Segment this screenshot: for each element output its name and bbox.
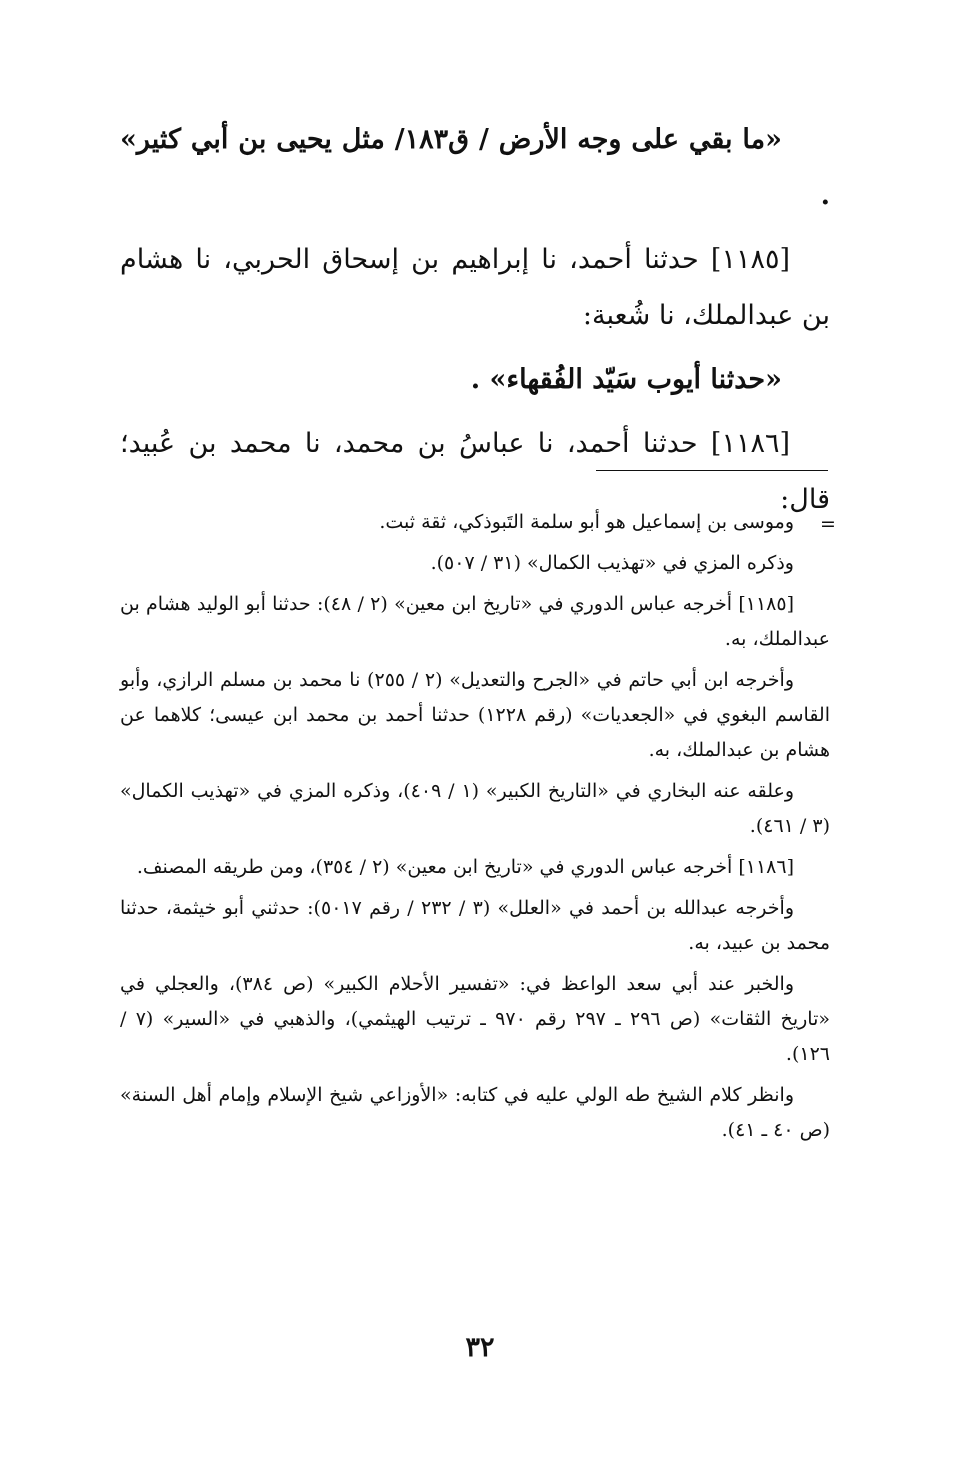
page-number: ٣٢ bbox=[465, 1332, 495, 1363]
entry-1186: [١١٨٦] حدثنا أحمد، نا عباسُ بن محمد، نا محمد بن عُبيد؛ قال: bbox=[120, 428, 830, 515]
footnote-1186: [١١٨٦] أخرجه عباس الدوري في «تاريخ ابن معين» (٢ / ٣٥٤)، ومن طريقه المصنف. bbox=[136, 856, 794, 878]
footnotes bbox=[120, 505, 830, 1154]
footnote-line: وعلقه عنه البخاري في «التاريخ الكبير» (١ / ٤٠٩)، وذكره المزي في «تهذيب الكمال» (٣ / ٤٦١). bbox=[120, 780, 830, 837]
footnote-line: وموسى بن إسماعيل هو أبو سلمة التَبوذكي، ثقة ثبت. bbox=[379, 511, 794, 533]
footnote-divider bbox=[596, 470, 828, 471]
main-text bbox=[120, 112, 830, 536]
footnote-line: وانظر كلام الشيخ طه الولي عليه في كتابه: «الأوزاعي شيخ الإسلام وإمام أهل السنة» (ص ٤٠ ـ ٤١). bbox=[120, 1084, 830, 1141]
footnote-line: وأخرجه ابن أبي حاتم في «الجرح والتعديل» (٢ / ٢٥٥) نا محمد بن مسلم الرازي، وأبو القاسم البغوي في «الجعديات» (رقم ١٢٢٨) حدثنا أحمد بن محمد ابن عيسى؛ كلاهما عن هشام بن عبدالملك، به. bbox=[120, 669, 831, 761]
footnote-line: وذكره المزي في «تهذيب الكمال» (٣١ / ٥٠٧). bbox=[430, 552, 794, 574]
quote-ayyub: «حدثنا أيوب سَيّد الفُقهاء» . bbox=[470, 364, 782, 395]
footnote-line: وأخرجه عبدالله بن أحمد في «العلل» (٣ / ٢٣٢ / رقم ٥٠١٧): حدثني أبو خيثمة، حدثنا محمد بن عبيد، به. bbox=[120, 897, 830, 954]
footnote-1185: [١١٨٥] أخرجه عباس الدوري في «تاريخ ابن معين» (٢ / ٤٨): حدثنا أبو الوليد هشام بن عبدالملك، به. bbox=[120, 593, 830, 650]
quote-yahya: «ما بقي على وجه الأرض / ق١٨٣/ مثل يحيى بن أبي كثير» . bbox=[120, 124, 830, 211]
entry-1185: [١١٨٥] حدثنا أحمد، نا إبراهيم بن إسحاق الحربي، نا هشام بن عبدالملك، نا شُعبة: bbox=[120, 244, 830, 331]
footnote-continuation-mark: = bbox=[820, 513, 836, 535]
footnote-line: والخبر عند أبي سعد الواعظ في: «تفسير الأحلام الكبير» (ص ٣٨٤)، والعجلي في «تاريخ الثقات» (ص ٢٩٦ ـ ٢٩٧ رقم ٩٧٠ ـ ترتيب الهيثمي)، والذهبي في «السير» (٧ / ١٢٦). bbox=[120, 973, 830, 1065]
